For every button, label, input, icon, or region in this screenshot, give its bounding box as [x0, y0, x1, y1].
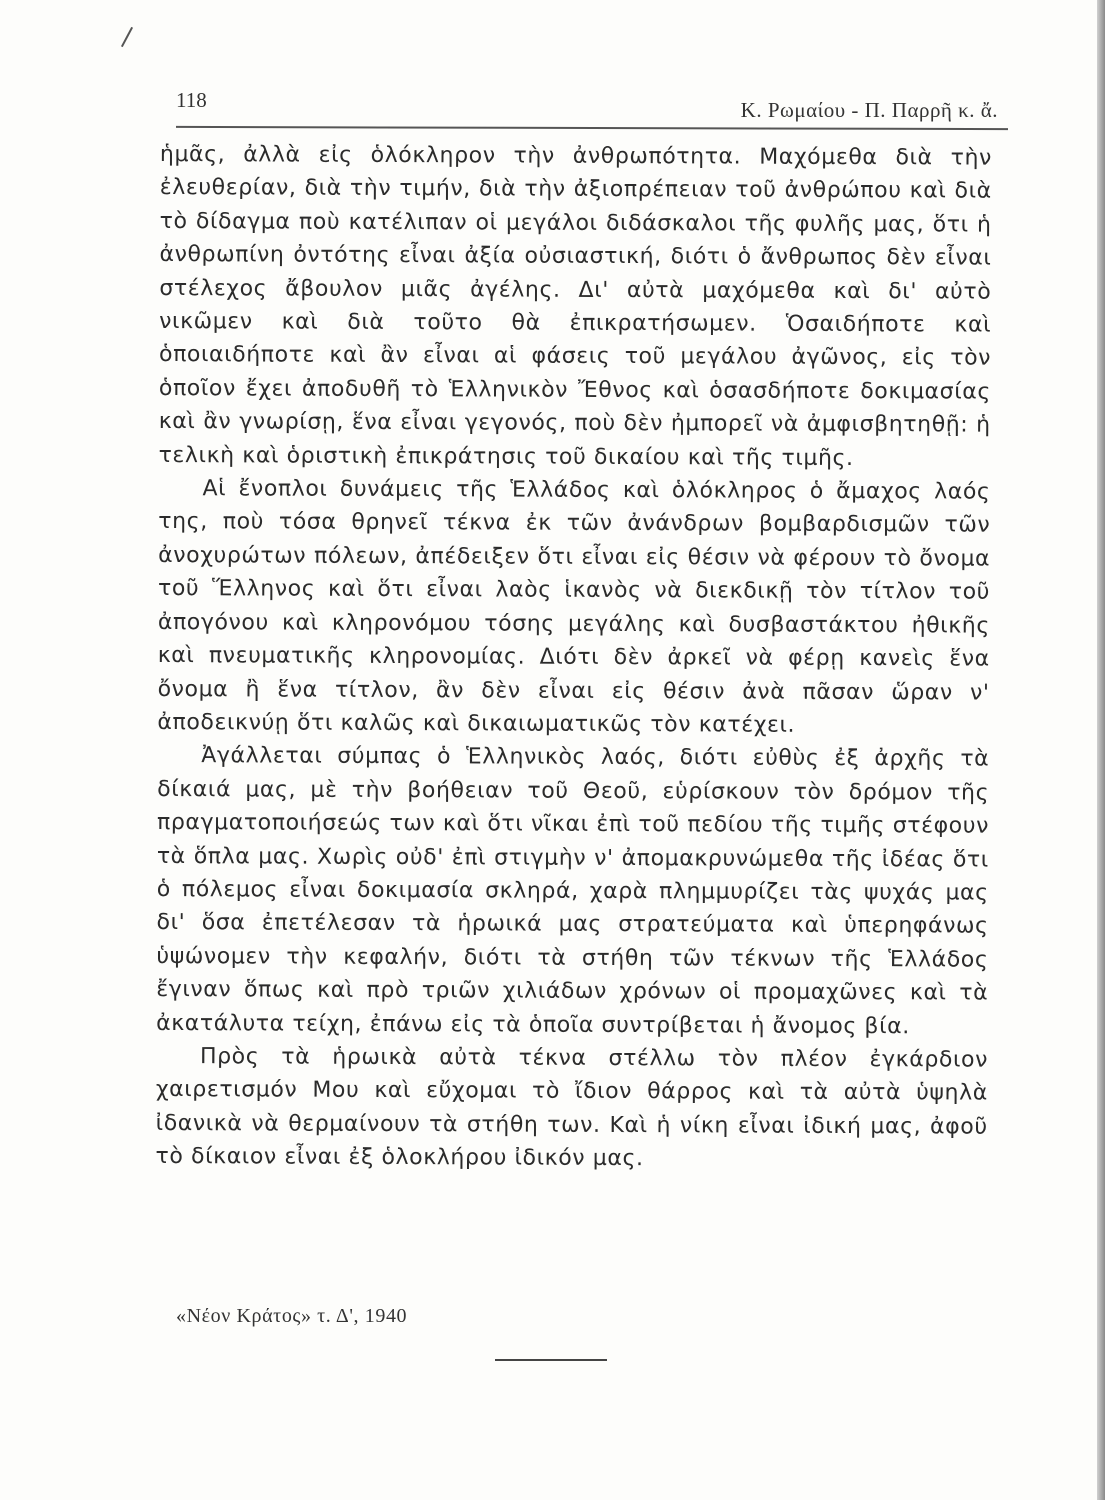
paragraph-2: Αἱ ἔνοπλοι δυνάμεις τῆς Ἑλλάδος καὶ ὁλόκληρος ὁ ἄμαχος λαός της, ποὺ τόσα θρηνεῖ τέκνα ἐκ τῶν ἀνάνδρων βομβαρδισμῶν τῶν ἀνοχυρώτων πόλεων, ἀπέδειξεν ὅτι εἶναι εἰς θέσιν νὰ φέρουν τὸ ὄνομα τοῦ Ἕλληνος καὶ ὅτι εἶναι λαὸς ἱκανὸς νὰ διεκδικῇ τὸν τίτλον τοῦ ἀπογόνου καὶ κληρονόμου τόσης μεγάλης καὶ δυσβαστάκτου ἠθικῆς καὶ πνευματικῆς κληρονομίας. Διότι δὲν ἀρκεῖ νὰ φέρῃ κανεὶς ἕνα ὄνομα ἢ ἕνα τίτλον, ἂν δὲν εἶναι εἰς θέσιν ἀνὰ πᾶσαν ὥραν ν' ἀποδεικνύῃ ὅτι καλῶς καὶ δικαιωματικῶς τὸν κατέχει.: [157, 476, 991, 738]
paragraph-3: Ἀγάλλεται σύμπας ὁ Ἑλληνικὸς λαός, διότι εὐθὺς ἐξ ἀρχῆς τὰ δίκαιά μας, μὲ τὴν βοήθειαν τοῦ Θεοῦ, εὑρίσκουν τὸν δρόμον τῆς πραγματοποιήσεώς των καὶ ὅτι νῖκαι ἐπὶ τοῦ πεδίου τῆς τιμῆς στέφουν τὰ ὅπλα μας. Χωρὶς οὐδ' ἐπὶ στιγμὴν ν' ἀπομακρυνώμεθα τῆς ἰδέας ὅτι ὁ πόλεμος εἶναι δοκιμασία σκληρά, χαρὰ πλημμυρίζει τὰς ψυχάς μας δι' ὅσα ἐπετέλεσαν τὰ ἡρωικά μας στρατεύματα καὶ ὑπερηφάνως ὑψώνομεν τὴν κεφαλήν, διότι τὰ στήθη τῶν τέκνων τῆς Ἑλλάδος ἔγιναν ὅπως καὶ πρὸ τριῶν χιλιάδων χρόνων οἱ προμαχῶνες καὶ τὰ ἀκατάλυτα τείχη, ἐπάνω εἰς τὰ ὁποῖα συντρίβεται ἡ ἄνομος βία.: [156, 743, 990, 1039]
header-rule: [176, 126, 1008, 130]
running-head: Κ. Ρωμαίου - Π. Παρρῆ κ. ἄ.: [740, 98, 998, 122]
page-header: [176, 84, 1008, 128]
source-citation: «Νέον Κράτος» τ. Δ', 1940: [176, 1305, 408, 1327]
paragraph-1: ἡμᾶς, ἀλλὰ εἰς ὁλόκληρον τὴν ἀνθρωπότητα. Μαχόμεθα διὰ τὴν ἐλευθερίαν, διὰ τὴν τιμήν, διὰ τὴν ἀξιοπρέπειαν τοῦ ἀνθρώπου καὶ διὰ τὸ δίδαγμα ποὺ κατέλιπαν οἱ μεγάλοι διδάσκαλοι τῆς φυλῆς μας, ὅτι ἡ ἀνθρωπίνη ὀντότης εἶναι ἀξία οὐσιαστική, διότι ὁ ἄνθρωπος δὲν εἶναι στέλεχος ἄβουλον μιᾶς ἀγέλης. Δι' αὐτὰ μαχόμεθα καὶ δι' αὐτὸ νικῶμεν καὶ διὰ τοῦτο θὰ ἐπικρατήσωμεν. Ὁσαιδήποτε καὶ ὁποιαιδήποτε καὶ ἂν εἶναι αἱ φάσεις τοῦ μεγάλου ἀγῶνος, εἰς τὸν ὁποῖον ἔχει ἀποδυθῆ τὸ Ἑλληνικὸν Ἔθνος καὶ ὁσασδήποτε δοκιμασίας καὶ ἂν γνωρίσῃ, ἕνα εἶναι γεγονός, ποὺ δὲν ἠμπορεῖ νὰ ἀμφισβητηθῇ: ἡ τελικὴ καὶ ὁριστικὴ ἐπικράτησις τοῦ δικαίου καὶ τῆς τιμῆς.: [158, 141, 992, 471]
pen-mark: [121, 27, 133, 47]
body-text: [155, 138, 992, 1177]
page-edge-shadow: [1097, 0, 1105, 1500]
end-rule: [495, 1359, 607, 1361]
page-number: 118: [176, 88, 207, 112]
paragraph-4: Πρὸς τὰ ἡρωικὰ αὐτὰ τέκνα στέλλω τὸν πλέον ἐγκάρδιον χαιρετισμόν Μου καὶ εὔχομαι τὸ ἴδιον θάρρος καὶ τὰ αὐτὰ ὑψηλὰ ἰδανικὰ νὰ θερμαίνουν τὰ στήθη των. Καὶ ἡ νίκη εἶναι ἰδική μας, ἀφοῦ τὸ δίκαιον εἶναι ἐξ ὁλοκλήρου ἰδικόν μας.: [155, 1044, 989, 1172]
